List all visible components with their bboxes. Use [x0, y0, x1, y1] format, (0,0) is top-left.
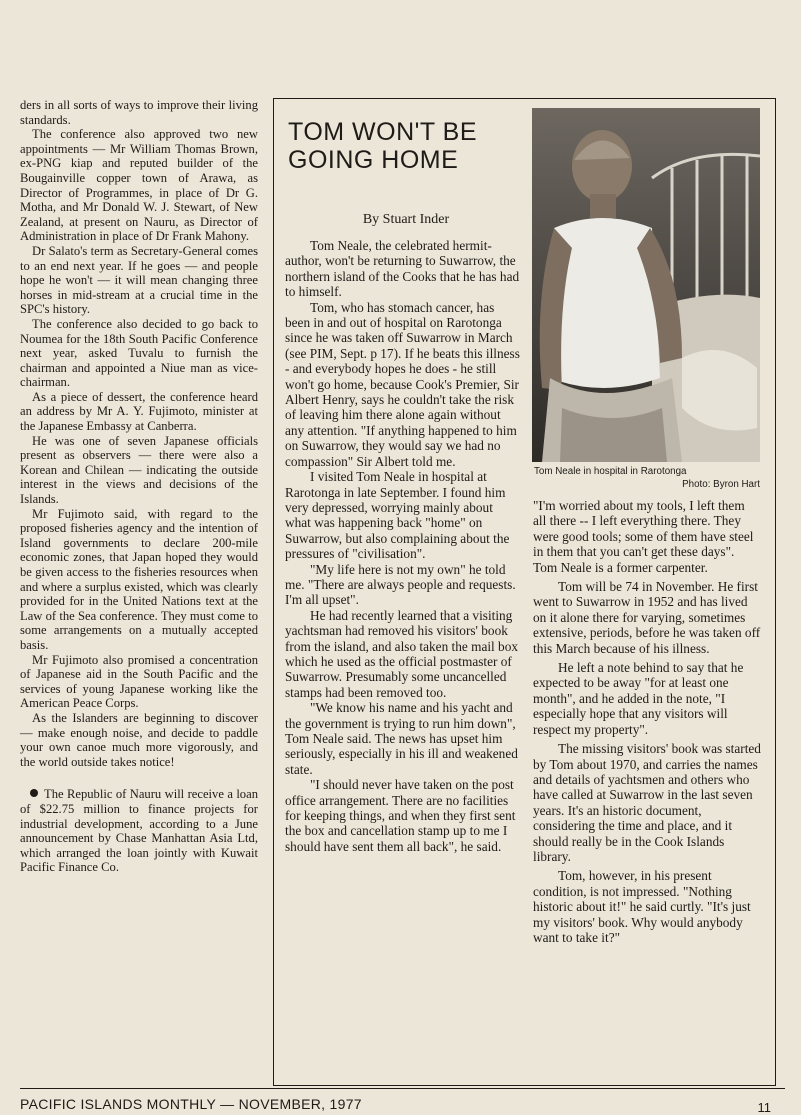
paragraph: I visited Tom Neale in hospital at Rarotonga in late September. I found him very depressed, worrying mainly about what was happening back "home" on Suwarrow, but also complaining about the pressures of "civilisation".: [285, 469, 510, 562]
paragraph: Mr Fujimoto said, with regard to the proposed fisheries agency and the intention of Island governments to declare 200-mile economic zones, that Japan hoped they would be given access to the fisheries resources when and where a surplus existed, which was clearly provided for in the United Nations text at the Law of the Sea conference. They must come to some arrangements on a mutually accepted basis.: [20, 506, 258, 652]
page-number: 11: [757, 1100, 771, 1115]
paragraph: "I should never have taken on the post office arrangement. There are no facilities for keeping things, and when they first sent the box and cancellation stamp up to me I should have sent them all back", he said.: [285, 777, 516, 854]
story-column-left: [285, 238, 521, 854]
paragraph: He had recently learned that a visiting yachtsman had removed his visitors' book from the island, and also taken the mail box which he used as the official postmaster of Suwarrow. Presumably some uncancelled stamps had been removed too.: [285, 607, 519, 700]
paragraph: The missing visitors' book was started by Tom about 1970, and carries the names and details of yachtsmen and others who have called at Suwarrow in the last seven years. It's an historic document, considering the time and place, and it should really be in the Cook Islands library.: [533, 741, 761, 864]
caption-text: Tom Neale in hospital in Rarotonga: [534, 466, 687, 477]
left-column: [20, 98, 258, 875]
paragraph: As a piece of dessert, the conference heard an address by Mr A. Y. Fujimoto, minister at the Japanese Embassy at Canberra.: [20, 389, 258, 434]
footer-masthead: PACIFIC ISLANDS MONTHLY — NOVEMBER, 1977: [20, 1096, 362, 1112]
photo-man-in-hospital-bed: [532, 108, 760, 462]
paragraph: "My life here is not my own" he told me. "There are always people and requests. I'm all upset".: [285, 561, 516, 608]
story-column-right: [533, 498, 761, 945]
paragraph: Tom will be 74 in November. He first went to Suwarrow in 1952 and has lived on it alone there for varying, sometimes extensive, periods, before he was taken off this March because of his illness.: [533, 579, 761, 656]
paragraph: Mr Fujimoto also promised a concentration of Japanese aid in the South Pacific and the services of young Japanese working like the American Peace Corps.: [20, 652, 258, 711]
nauru-news-item: [20, 787, 258, 875]
paragraph: Tom, however, in his present condition, is not impressed. "Nothing historic about it!" he said curtly. "It's just my visitors' book. Why would anybody want to take it?": [533, 868, 751, 945]
paragraph: As the Islanders are beginning to discover — make enough noise, and decide to paddle your own canoe much more vigorously, and the world outside takes notice!: [20, 710, 258, 769]
story-headline: TOM WON'T BE GOING HOME: [288, 118, 478, 174]
paragraph: Tom Neale, the celebrated hermit-author, won't be returning to Suwarrow, the northern island of the Cooks that he has had to himself.: [285, 238, 520, 300]
paragraph: "We know his name and his yacht and the government is trying to run him down", Tom Neale said. The news has upset him seriously, especially in his ill and weakened state.: [285, 700, 518, 777]
photo-credit: Photo: Byron Hart: [682, 479, 760, 490]
story-photo: [532, 108, 760, 462]
photo-caption: [534, 465, 760, 491]
nauru-item-text: The Republic of Nauru will receive a loan of $22.75 million to finance projects for industrial development, according to a June announcement by Chase Manhattan Asia Ltd, which arranged the loan jointly with Kuwait Pacific Finance Co.: [20, 787, 258, 875]
story-byline: By Stuart Inder: [362, 212, 450, 227]
paragraph: "I'm worried about my tools, I left them all there -- I left everything there. They were good tools; some of them have steel in them that you can't get these days". Tom Neale is a former carpenter.: [533, 498, 754, 575]
paragraph: He left a note behind to say that he expected to be away "for at least one month", and he added in the note, "I especially hope that any visitors will respect my property".: [533, 660, 744, 737]
paragraph: Dr Salato's term as Secretary-General comes to an end next year. If he goes — and people hope he won't — it will mean changing three horses in mid-stream at a crucial time in the SPC's history.: [20, 243, 258, 317]
paragraph: The conference also approved two new appointments — Mr William Thomas Brown, ex-PNG kiap and reputed builder of the Bougainville copper town of Arawa, as Director of Programmes, in place of Dr G. Motha, and Mr Donald W. J. Stewart, of New Zealand, at present on Nauru, as Director of Administration in place of Dr Frank Mahony.: [20, 127, 258, 244]
footer-divider: [20, 1088, 785, 1089]
paragraph: Tom, who has stomach cancer, has been in and out of hospital on Rarotonga since he was taken off Suwarrow in March (see PIM, Sept. p 17). If he beats this illness - and everybody hopes he does - he still won't go home, because Cook's Premier, Sir Albert Henry, says he couldn't take the risk of leaving him there alone again without any attention. "If anything happened to him on Suwarrow, they would say we had no compassion" Sir Albert told me.: [285, 299, 520, 469]
paragraph: The conference also decided to go back to Noumea for the 18th South Pacific Conference next year, asked Tuvalu to furnish the chairman and appointed a Niue man as vice-chairman.: [20, 316, 258, 390]
bullet-icon: [30, 789, 38, 797]
paragraph: He was one of seven Japanese officials present as observers — there were also a Korean and Chilean — indicating the outside interest in the views and decisions of the Islands.: [20, 433, 258, 507]
paragraph: ders in all sorts of ways to improve their living standards.: [20, 98, 258, 127]
